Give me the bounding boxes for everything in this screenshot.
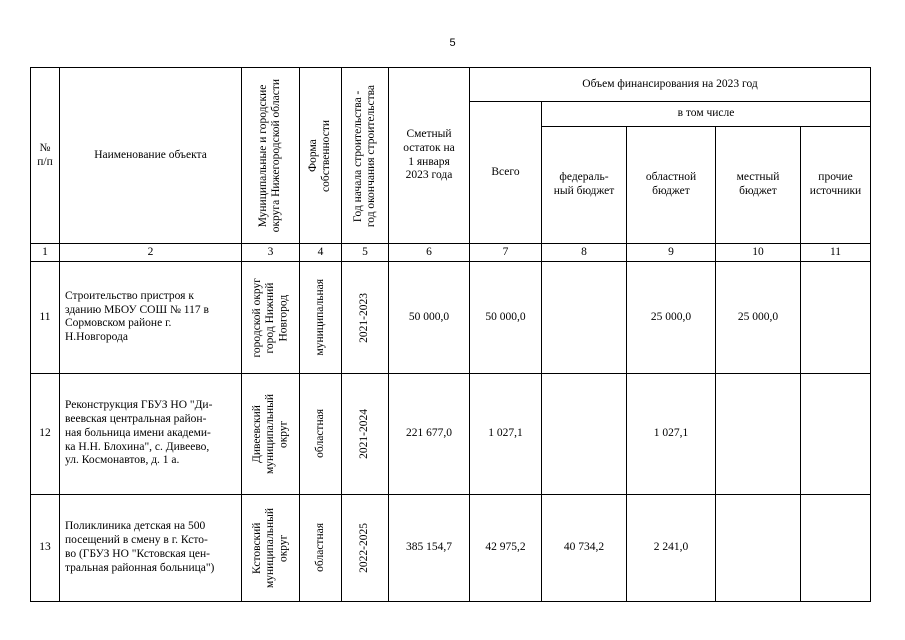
regional-cell: 2 241,0 <box>627 494 716 601</box>
total-cell: 1 027,1 <box>470 373 542 494</box>
header-name: Наименование объекта <box>60 68 242 244</box>
col-number: 7 <box>470 244 542 262</box>
federal-cell <box>542 262 627 373</box>
object-name: Поликлиника детская на 500 посещений в смену в г. Ксто- во (ГБУЗ НО "Кстовская цен- тральная районная больница") <box>60 494 242 601</box>
municipality-cell: городской округ город Нижний Новгород <box>242 262 300 373</box>
municipality-cell: Кстовский муниципальный округ <box>242 494 300 601</box>
regional-cell: 1 027,1 <box>627 373 716 494</box>
total-cell: 50 000,0 <box>470 262 542 373</box>
header-other: прочие источники <box>801 127 871 244</box>
header-ownership: Форма собственности <box>300 68 342 244</box>
ownership-cell: муниципальная <box>300 262 342 373</box>
other-cell <box>801 494 871 601</box>
header-local: местный бюджет <box>716 127 801 244</box>
table-row <box>31 262 871 373</box>
col-number: 5 <box>342 244 389 262</box>
header-municipality: Муниципальные и городские округа Нижегородской области <box>242 68 300 244</box>
local-cell <box>716 494 801 601</box>
header-num: № п/п <box>31 68 60 244</box>
federal-cell <box>542 373 627 494</box>
column-number-row <box>31 244 871 262</box>
estimate-cell: 221 677,0 <box>389 373 470 494</box>
col-number: 1 <box>31 244 60 262</box>
row-number: 13 <box>31 494 60 601</box>
local-cell: 25 000,0 <box>716 262 801 373</box>
col-number: 10 <box>716 244 801 262</box>
page-number: 5 <box>449 37 456 49</box>
local-cell <box>716 373 801 494</box>
object-name: Строительство пристроя к зданию МБОУ СОШ № 117 в Сормовском районе г. Н.Новгорода <box>60 262 242 373</box>
object-name: Реконструкция ГБУЗ НО "Ди- веевская центральная район- ная больница имени академи- ка Н.Н. Блохина", с. Дивеево, ул. Космонавтов, д. 1 а. <box>60 373 242 494</box>
years-cell: 2022-2025 <box>342 494 389 601</box>
estimate-cell: 385 154,7 <box>389 494 470 601</box>
col-number: 2 <box>60 244 242 262</box>
header-financing: Объем финансирования на 2023 год <box>470 68 871 102</box>
header-including: в том числе <box>542 102 871 127</box>
years-cell: 2021-2023 <box>342 262 389 373</box>
row-number: 12 <box>31 373 60 494</box>
row-number: 11 <box>31 262 60 373</box>
col-number: 4 <box>300 244 342 262</box>
col-number: 6 <box>389 244 470 262</box>
ownership-cell: областная <box>300 494 342 601</box>
header-total: Всего <box>470 102 542 244</box>
col-number: 11 <box>801 244 871 262</box>
table-row <box>31 373 871 494</box>
financing-table <box>30 67 871 602</box>
col-number: 8 <box>542 244 627 262</box>
col-number: 3 <box>242 244 300 262</box>
total-cell: 42 975,2 <box>470 494 542 601</box>
ownership-cell: областная <box>300 373 342 494</box>
table-row <box>31 494 871 601</box>
header-years: Год начала строительства - год окончания строительства <box>342 68 389 244</box>
estimate-cell: 50 000,0 <box>389 262 470 373</box>
years-cell: 2021-2024 <box>342 373 389 494</box>
header-federal: федераль- ный бюджет <box>542 127 627 244</box>
other-cell <box>801 373 871 494</box>
regional-cell: 25 000,0 <box>627 262 716 373</box>
other-cell <box>801 262 871 373</box>
col-number: 9 <box>627 244 716 262</box>
header-regional: областной бюджет <box>627 127 716 244</box>
header-estimate: Сметный остаток на 1 января 2023 года <box>389 68 470 244</box>
municipality-cell: Дивеевский муниципальный округ <box>242 373 300 494</box>
federal-cell: 40 734,2 <box>542 494 627 601</box>
